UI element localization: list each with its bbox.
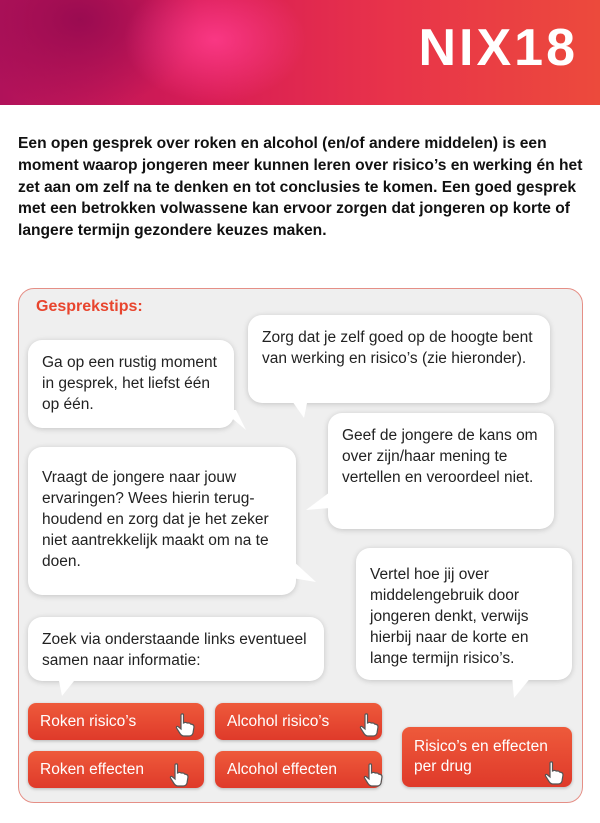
bubble-tail-6	[58, 676, 82, 700]
hand-pointer-icon	[356, 712, 382, 738]
tip-text-2: Zorg dat je zelf goed op de hoogte bent van werking en risico’s (zie hieronder).	[262, 329, 533, 367]
bubble-tail-3	[306, 492, 330, 516]
tip-text-4: Vraagt de jongere naar jouw ervaringen? Wees hierin terug- houdend en zorg dat je het zeker niet aantrekkelijk maakt om na te doen.	[42, 469, 269, 570]
tip-bubble-3	[328, 413, 554, 529]
tip-bubble-1	[28, 340, 234, 428]
tip-bubble-5	[356, 548, 572, 680]
roken-risicos-label: Roken risico’s	[40, 712, 137, 730]
tip-text-5: Vertel hoe jij over middelengebruik door jongeren denkt, verwijs hierbij naar de korte en lange termijn risico’s.	[370, 566, 529, 667]
bubble-tail-4	[292, 560, 316, 584]
bubble-tail-2	[290, 398, 314, 422]
alcohol-risicos-label: Alcohol risico’s	[227, 712, 330, 730]
tip-text-3: Geef de jongere de kans om over zijn/haar mening te vertellen en veroordeel niet.	[342, 427, 538, 486]
tip-text-1: Ga op een rustig moment in gesprek, het liefst één op één.	[42, 354, 217, 413]
tip-text-6: Zoek via onderstaande links eventueel samen naar informatie:	[42, 631, 307, 669]
roken-effecten-label: Roken effecten	[40, 760, 144, 778]
tip-bubble-2	[248, 315, 550, 403]
tip-bubble-6	[28, 617, 324, 681]
hand-pointer-icon	[172, 712, 198, 738]
tip-bubble-4	[28, 447, 296, 595]
intro-paragraph: Een open gesprek over roken en alcohol (en/of andere middelen) is een moment waarop jongeren meer kunnen leren over risico’s en werking én het zet aan om zelf na te denken en tot conclusies te komen. Een goed gesprek met een betrokken volwassene kan ervoor zorgen dat jongeren op korte of langere termijn gezondere keuzes maken.	[18, 135, 583, 240]
hand-pointer-icon	[360, 762, 386, 788]
alcohol-effecten-label: Alcohol effecten	[227, 760, 338, 778]
bubble-tail-5	[510, 676, 534, 700]
tips-title: Gesprekstips:	[36, 298, 143, 315]
alcohol-effecten-button[interactable]	[215, 751, 382, 788]
hand-pointer-icon	[166, 762, 192, 788]
header-banner	[0, 0, 600, 105]
bubble-tail-1	[222, 410, 246, 434]
hand-pointer-icon	[541, 760, 567, 786]
risicos-per-drug-label: Risico’s en effecten per drug	[414, 738, 548, 775]
nix18-logo: NIX18	[418, 19, 578, 77]
